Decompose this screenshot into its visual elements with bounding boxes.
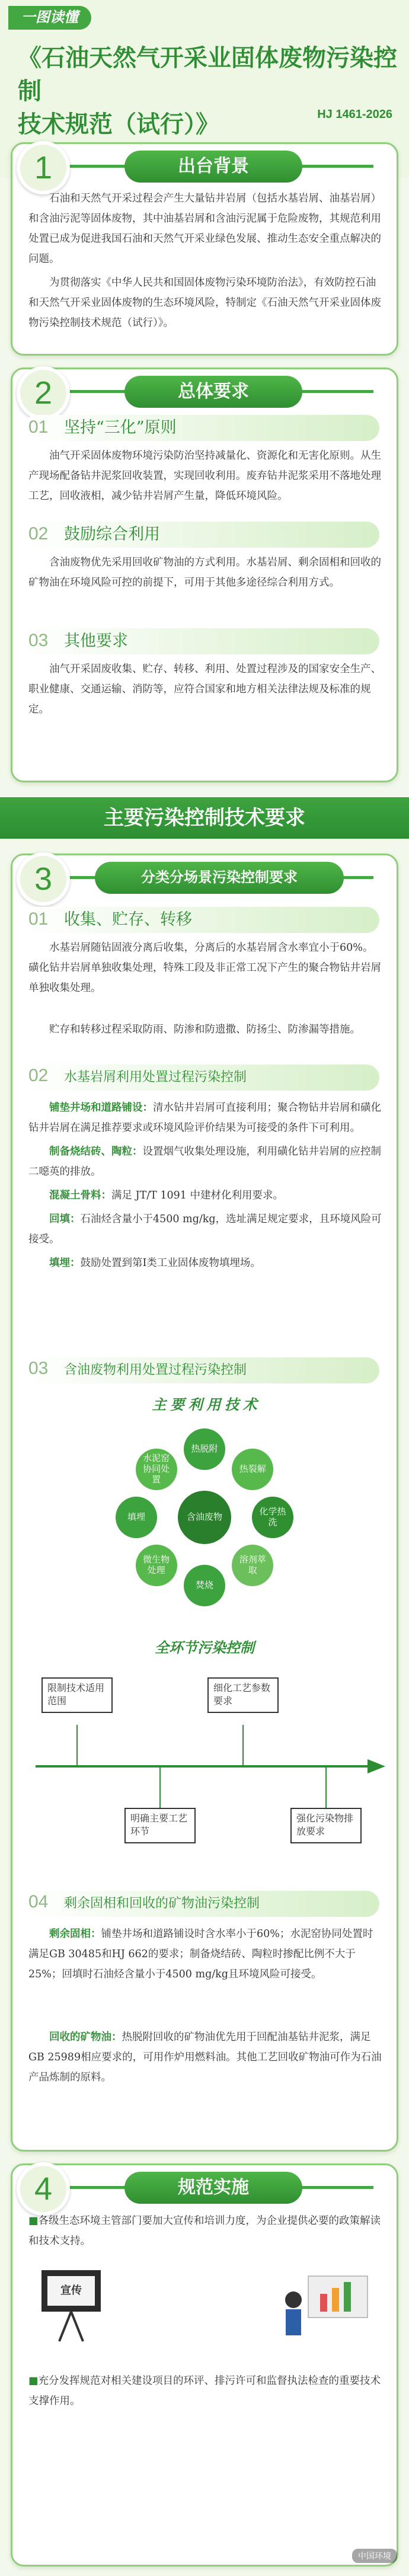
collect-paragraph-2: 贮存和转移过程采取防雨、防渗和防遗撒、防扬尘、防渗漏等措施。 [49, 1024, 360, 1035]
water-based-item [28, 1253, 382, 1273]
water-based-item [28, 1209, 382, 1249]
tech-node: 热脱附 [184, 1428, 225, 1470]
item-text: 石油烃含量小于4500 mg/kg，选址满足规定要求，且环境风险可接受。 [28, 1213, 382, 1245]
presentation-icon [279, 2270, 373, 2341]
standard-number: HJ 1461-2026 [317, 108, 392, 121]
section-title-implementation: 规范实施 [124, 2172, 302, 2204]
section-title-control: 分类分场景污染控制要求 [95, 862, 344, 894]
page-title: 《石油天然气开采业固体废物污染控制 技术规范（试行）》 [18, 45, 397, 138]
subheading-collect: 01 收集、贮存、转移 [28, 909, 192, 929]
residual-paragraph: 剩余固相：铺垫井场和道路铺设时含水率小于60%；水泥窑协同处置时满足GB 30485和HJ 662的要求；制备烧结砖、陶粒时掺配比例不大于25%；回填时石油烃含量小于4500 mg/kg且环境风险可接受。 [28, 1928, 373, 1980]
section-number-2: 2 [17, 366, 70, 420]
subheading-1: 01 坚持“三化”原则 [28, 417, 177, 437]
tech-node: 焚烧 [184, 1565, 225, 1606]
background-paragraph-2: 为贯彻落实《中华人民共和国固体废物污染环境防治法》，有效防控石油和天然气开采业固体废物的生态环境风险，特制定《石油天然气开采业固体废物污染控制技术规范（试行）》。 [28, 277, 381, 329]
item-label: 回填： [49, 1213, 81, 1225]
tech-node: 填埋 [116, 1497, 157, 1538]
promotion-board-icon [36, 2264, 107, 2347]
tech-node: 溶剂萃取 [232, 1545, 273, 1586]
flow-step: 明确主要工艺环节 [124, 1808, 196, 1843]
section-title-background: 出台背景 [124, 151, 302, 183]
implementation-paragraph-2: ■充分发挥规范对相关建设项目的环评、排污许可和监督执法检查的重要技术支撑作用。 [28, 2375, 381, 2407]
section-number-4: 4 [17, 2162, 70, 2216]
main-requirements-title: 主要污染控制技术要求 [104, 807, 305, 829]
tech-diagram [0, 1417, 409, 1618]
item-label: 制备烧结砖、陶粒： [49, 1146, 143, 1158]
water-based-list [28, 1098, 382, 1277]
subheading-2: 02 鼓励综合利用 [28, 524, 160, 544]
item-text: 满足 JT/T 1091 中建材化利用要求。 [111, 1190, 283, 1201]
tech-diagram-title: 主 要 利 用 技 术 [152, 1397, 257, 1413]
implementation-paragraph-1: ■各级生态环境主管部门要加大宣传和培训力度，为企业提供必要的政策解读和技术支持。 [28, 2215, 381, 2247]
flow-diagram-title: 全环节污染控制 [155, 1640, 254, 1656]
section-number-1: 1 [17, 141, 70, 194]
requirements-paragraph-3: 油气开采固废收集、贮存、转移、利用、处置过程涉及的国家安全生产、职业健康、交通运输、消防等，应符合国家和地方相关法律法规及标准的规定。 [28, 663, 381, 715]
item-text: 鼓励处置到第Ⅰ类工业固体废物填埋场。 [80, 1257, 261, 1269]
requirements-paragraph-2: 含油废物优先采用回收矿物油的方式利用。水基岩屑、剩余固相和回收的矿物油在环境风险可控的前提下，可用于其他多途径综合利用方式。 [28, 557, 381, 589]
subheading-oil: 03 含油废物利用处置过程污染控制 [28, 1359, 247, 1378]
promotion-label: 宣传 [60, 2284, 82, 2296]
water-based-item [28, 1142, 382, 1182]
bullet-icon: ■ [28, 2215, 39, 2227]
section-number-3: 3 [17, 852, 70, 906]
subheading-water-based: 02 水基岩屑利用处置过程污染控制 [28, 1066, 247, 1085]
tech-node: 水泥窑协同处置 [136, 1449, 177, 1490]
item-label: 混凝土骨料： [49, 1190, 111, 1201]
water-based-item [28, 1098, 382, 1138]
tech-node: 热裂解 [232, 1449, 273, 1490]
subheading-3: 03 其他要求 [28, 631, 128, 650]
item-text: 设置烟气收集处理设施，利用磺化钻井岩屑的应控制二噁英的排放。 [28, 1146, 381, 1178]
flow-step: 限制技术适用范围 [41, 1677, 113, 1713]
subheading-residual: 04 剩余固相和回收的矿物油污染控制 [28, 1892, 260, 1912]
reading-tag: 一图读懂 [8, 6, 91, 30]
tech-center: 含油废物 [178, 1491, 231, 1544]
section-title-requirements: 总体要求 [124, 376, 302, 408]
bullet-icon: ■ [28, 2375, 39, 2387]
item-label: 铺垫井场和道路铺设： [49, 1102, 153, 1114]
item-text: 清水钻井岩屑可直接利用；聚合物钻井岩屑和磺化钻井岩屑在满足推荐要求或环境风险评价结果为可接受的条件下可利用。 [28, 1102, 381, 1134]
watermark: 中国环境 [352, 2549, 397, 2563]
requirements-paragraph-1: 油气开采固体废物环境污染防治坚持减量化、资源化和无害化原则。从生产现场配备钻井泥浆回收装置，实现回收利用。废弃钻井泥浆采用不落地处理工艺，回收液相，减少钻井岩屑产生量，降低环境风险。 [28, 450, 381, 502]
item-label: 填埋： [49, 1257, 81, 1269]
tech-node: 微生物处理 [136, 1545, 177, 1586]
water-based-item [28, 1185, 382, 1206]
flow-step: 强化污染物排放要求 [290, 1808, 362, 1843]
tech-node: 化学热洗 [252, 1497, 293, 1538]
flow-step: 细化工艺参数要求 [207, 1677, 279, 1713]
oil-paragraph: 回收的矿物油：热脱附回收的矿物油优先用于回配油基钻井泥浆，满足GB 25989相应要求的，可用作炉用燃料油。其他工艺回收矿物油可作为石油产品炼制的原料。 [28, 2031, 382, 2083]
flow-diagram [0, 1660, 409, 1873]
collect-paragraph-1: 水基岩屑随钻固液分离后收集，分离后的水基岩屑含水率宜小于60%。磺化钻井岩屑单独收集处理，特殊工段及非正常工况下产生的聚合物钻井岩屑单独收集处理。 [28, 942, 381, 994]
background-paragraph-1: 石油和天然气开采过程会产生大量钻井岩屑（包括水基岩屑、油基岩屑）和含油污泥等固体废物，其中油基岩屑和含油污泥属于危险废物，其规范利用处置已成为促进我国石油和天然气开采业绿色发展、推动生态安全重点解决的问题。 [28, 193, 381, 265]
